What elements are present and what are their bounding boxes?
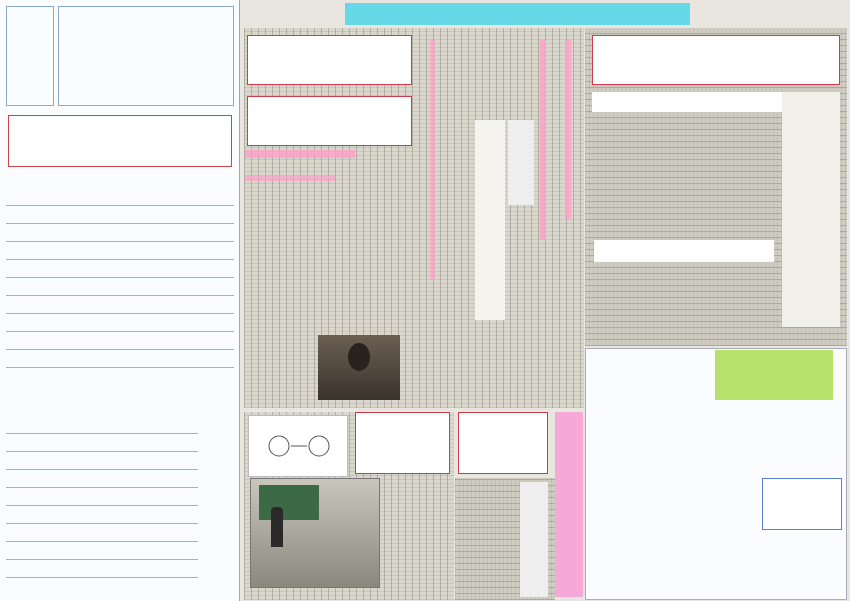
note-race	[247, 96, 412, 146]
title-box	[8, 115, 232, 167]
headline-kangoshi	[592, 92, 782, 112]
headline-zenbei	[378, 160, 396, 280]
name-label	[59, 7, 233, 11]
top-banner	[345, 3, 690, 25]
survey-title	[715, 350, 833, 400]
person-silhouette	[348, 343, 370, 371]
virus-icon	[309, 436, 329, 456]
family-text	[6, 416, 198, 594]
worksheet-panel	[0, 0, 240, 601]
note-lesson	[458, 412, 548, 474]
highlight-strip	[245, 175, 335, 181]
highlight-strip	[245, 150, 355, 158]
note-covid	[592, 35, 840, 85]
classroom-photo	[250, 478, 380, 588]
theme-row	[8, 96, 232, 112]
vertical-banner	[555, 412, 583, 597]
teacher-silhouette	[271, 507, 283, 547]
headline-sagamihara	[475, 120, 505, 320]
blackboard	[259, 485, 319, 520]
summary-heading	[6, 172, 234, 186]
note-school	[355, 412, 450, 474]
pie-chart-q3	[595, 505, 685, 560]
family-heading	[6, 400, 234, 414]
highlight-strip	[565, 40, 571, 220]
highlight-strip	[430, 40, 435, 280]
survey-legend	[762, 478, 842, 530]
headline-kansen	[782, 92, 840, 327]
headline-itsumade	[594, 240, 774, 262]
headline-tsuito	[398, 160, 420, 320]
virus-icon	[269, 436, 289, 456]
pie-chart-q1	[595, 425, 685, 480]
grade-label	[7, 7, 53, 11]
tag-sagamihara	[508, 120, 534, 205]
summary-text	[6, 188, 234, 384]
virus-diagram	[248, 415, 348, 477]
highlight-strip	[540, 40, 546, 240]
name-box	[58, 6, 234, 106]
note-disabled	[247, 35, 412, 85]
grade-box	[6, 6, 54, 106]
headline-yobou	[520, 482, 548, 597]
virus-diagram-svg	[249, 416, 349, 478]
protest-photo	[318, 335, 400, 400]
